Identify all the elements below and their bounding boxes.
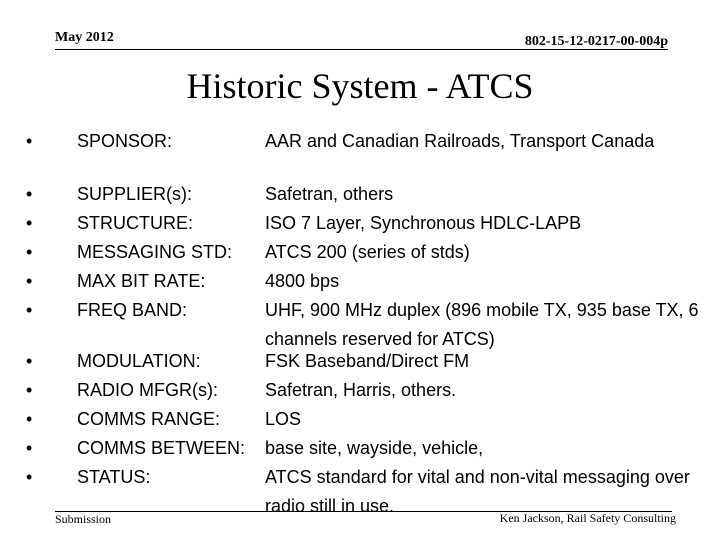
item-label: RADIO MFGR(s): <box>77 380 218 400</box>
slide-title: Historic System - ATCS <box>186 66 534 106</box>
bullet-marker: • <box>26 131 33 151</box>
bullet-marker: • <box>26 271 33 291</box>
item-value: LOS <box>265 409 302 429</box>
item-value: ATCS standard for vital and non-vital messaging over radio still in use. <box>265 467 690 516</box>
item-value: Safetran, Harris, others. <box>265 380 457 400</box>
item-value: AAR and Canadian Railroads, Transport Canada <box>265 131 655 151</box>
header-date: May 2012 <box>55 30 114 45</box>
bullet-marker: • <box>26 351 33 371</box>
bullet-marker: • <box>26 380 33 400</box>
bullet-marker: • <box>26 213 33 233</box>
item-label: STATUS: <box>77 467 151 487</box>
item-value: Safetran, others <box>265 184 394 204</box>
item-label: MESSAGING STD: <box>77 242 233 262</box>
item-label: MAX BIT RATE: <box>77 271 206 291</box>
item-value: UHF, 900 MHz duplex (896 mobile TX, 935 base TX, 6 channels reserved for ATCS) <box>265 300 699 349</box>
item-label: STRUCTURE: <box>77 213 193 233</box>
item-label: FREQ BAND: <box>77 300 188 320</box>
bullet-marker: • <box>26 409 33 429</box>
item-value: ATCS 200 (series of stds) <box>265 242 470 262</box>
item-value: 4800 bps <box>265 271 340 291</box>
item-label: COMMS BETWEEN: <box>77 438 246 458</box>
footer-author: Ken Jackson, Rail Safety Consulting <box>499 511 676 525</box>
item-value: FSK Baseband/Direct FM <box>265 351 470 371</box>
item-label: MODULATION: <box>77 351 201 371</box>
bullet-marker: • <box>26 438 33 458</box>
bullet-marker: • <box>26 242 33 262</box>
header-document-id: 802-15-12-0217-00-004p <box>524 34 668 49</box>
bullet-marker: • <box>26 467 33 487</box>
bullet-marker: • <box>26 300 33 320</box>
footer-submission: Submission <box>55 512 112 526</box>
item-label: COMMS RANGE: <box>77 409 221 429</box>
item-value: ISO 7 Layer, Synchronous HDLC-LAPB <box>265 213 582 233</box>
bullet-marker: • <box>26 184 33 204</box>
item-value: base site, wayside, vehicle, <box>265 438 484 458</box>
item-label: SPONSOR: <box>77 131 173 151</box>
item-label: SUPPLIER(s): <box>77 184 193 204</box>
